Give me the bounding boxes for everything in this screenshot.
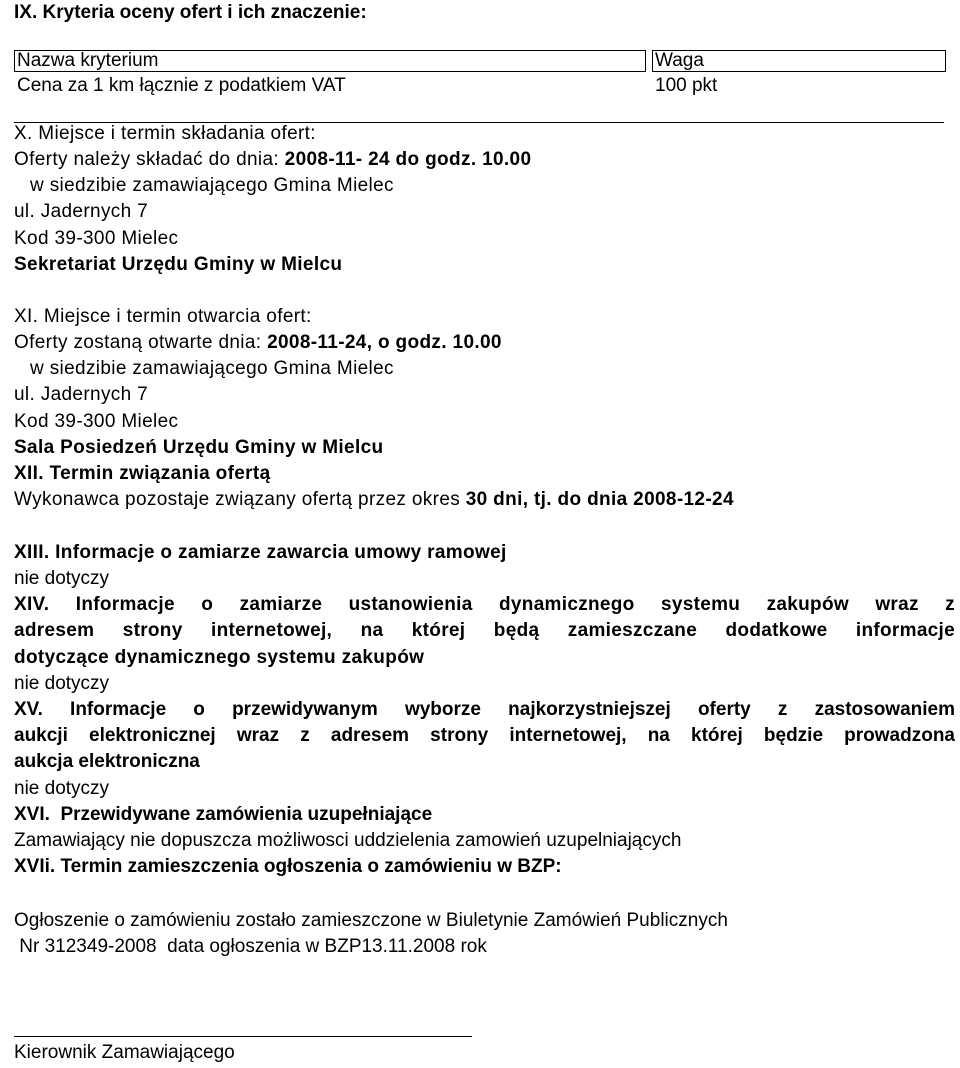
criteria-row-weight: 100 pkt [655,75,718,96]
section-xiv-line-3: dotyczące dynamicznego systemu zakupów [14,647,425,668]
section-xii-text [14,487,734,513]
section-xiii-value: nie dotyczy [14,568,110,589]
section-xvii-line-2: Nr 312349-2008 data ogłoszenia w BZP13.11.2008 rok [14,936,487,957]
section-xv-line-2: aukcji elektronicznej wraz z adresem strony internetowej, na której będzie prowadzona [14,725,955,746]
section-xii-text-value: 30 dni, tj. do dnia 2008-12-24 [465,489,734,510]
signature-label: Kierownik Zamawiającego [14,1042,235,1063]
section-xv-line-1: XV. Informacje o przewidywanym wyborze najkorzystniejszej oferty z zastosowaniem [14,699,955,720]
criteria-name-header: Nazwa kryterium [17,50,159,71]
section-xvi-value: Zamawiający nie dopuszcza możliwosci uddzielenia zamowień uzupelniających [14,830,682,851]
section-xiv-line-2: adresem strony internetowej, na której będą zamieszczane dodatkowe informacje [14,620,955,641]
section-xi-opening [14,330,502,356]
section-xvii-title: XVIi. Termin zamieszczenia ogłoszenia o zamówieniu w BZP: [14,856,562,877]
section-x-deadline [14,147,531,173]
signature-line [14,1036,472,1037]
section-xiv-line-1: XIV. Informacje o zamiarze ustanowienia dynamicznego systemu zakupów wraz z [14,594,955,615]
section-xii-title: XII. Termin związania ofertą [14,463,271,484]
section-x-deadline-prefix: Oferty należy składać do dnia: [14,149,285,170]
section-x-place: w siedzibie zamawiającego Gmina Mielec [30,175,394,196]
section-x-room: Sekretariat Urzędu Gminy w Mielcu [14,254,343,275]
section-xi-postcode: Kod 39-300 Mielec [14,411,179,432]
section-x-deadline-value: 2008-11- 24 do godz. 10.00 [284,149,532,170]
section-xi-street: ul. Jadernych 7 [14,384,149,405]
section-xi-opening-prefix: Oferty zostaną otwarte dnia: [14,332,268,353]
criteria-weight-header: Waga [655,50,704,71]
section-x-street: ul. Jadernych 7 [14,201,149,222]
section-ix-title: IX. Kryteria oceny ofert i ich znaczenie: [14,2,367,23]
section-xiv-value: nie dotyczy [14,673,110,694]
section-xvii-line-1: Ogłoszenie o zamówieniu zostało zamieszczone w Biuletynie Zamówień Publicznych [14,910,728,931]
section-xiii-title: XIII. Informacje o zamiarze zawarcia umowy ramowej [14,542,507,563]
section-xi-room: Sala Posiedzeń Urzędu Gminy w Mielcu [14,437,384,458]
criteria-row-name: Cena za 1 km łącznie z podatkiem VAT [17,75,346,96]
section-xv-value: nie dotyczy [14,778,110,799]
section-xii-text-prefix: Wykonawca pozostaje związany ofertą przez okres [14,489,466,510]
section-x-title: X. Miejsce i termin składania ofert: [14,123,316,144]
section-xv-line-3: aukcja elektroniczna [14,751,200,772]
section-xi-title: XI. Miejsce i termin otwarcia ofert: [14,306,312,327]
section-xi-opening-value: 2008-11-24, o godz. 10.00 [267,332,502,353]
section-xvi-title: XVI. Przewidywane zamówienia uzupełniające [14,804,433,825]
section-x-postcode: Kod 39-300 Mielec [14,228,179,249]
section-xi-place: w siedzibie zamawiającego Gmina Mielec [30,358,394,379]
